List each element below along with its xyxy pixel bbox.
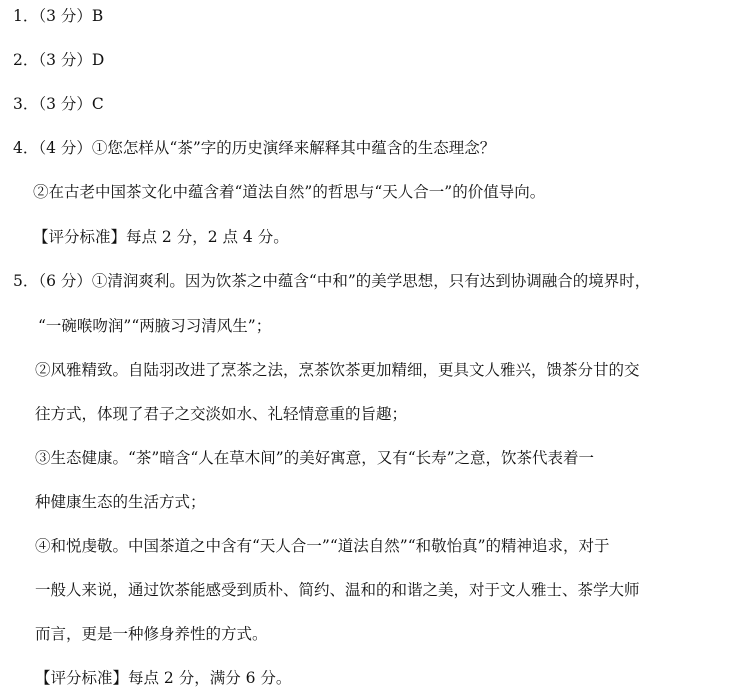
answer-5-line-7: ④和悦虔敬。中国茶道之中含有“天人合一”“道法自然”“和敬怡真”的精神追求，对于 [35, 537, 610, 555]
answer-4-criteria: 【评分标准】每点 2 分，2 点 4 分。 [33, 228, 289, 246]
answer-5-line-4: 往方式，体现了君子之交淡如水、礼轻情意重的旨趣； [35, 405, 408, 423]
answer-5-line-9: 而言，更是一种修身养性的方式。 [35, 625, 268, 643]
answer-4-line-1: 4．（4 分）①您怎样从“茶”字的历史演绎来解释其中蕴含的生态理念？ [13, 139, 496, 157]
answer-5-line-6: 种健康生态的生活方式； [35, 493, 206, 511]
answer-4-line-2: ②在古老中国茶文化中蕴含着“道法自然”的哲思与“天人合一”的价值导向。 [33, 183, 546, 201]
answer-1: 1．（3 分）B [13, 7, 104, 25]
answer-5-line-2: “一碗喉吻润”“两腋习习清风生”； [38, 317, 272, 335]
answer-2: 2．（3 分）D [13, 51, 105, 69]
answer-5-line-8: 一般人来说，通过饮茶能感受到质朴、简约、温和的和谐之美，对于文人雅士、茶学大师 [35, 581, 640, 599]
answer-5-criteria: 【评分标准】每点 2 分，满分 6 分。 [35, 669, 292, 687]
answer-5-line-1: 5．（6 分）①清润爽利。因为饮茶之中蕴含“中和”的美学思想，只有达到协调融合的境界时， [13, 272, 651, 290]
answer-3: 3．（3 分）C [13, 95, 104, 113]
answer-5-line-3: ②风雅精致。自陆羽改进了烹茶之法，烹茶饮茶更加精细，更具文人雅兴，馈茶分甘的交 [35, 361, 640, 379]
answer-5-line-5: ③生态健康。“茶”暗含“人在草木间”的美好寓意，又有“长寿”之意，饮茶代表着一 [35, 449, 595, 467]
